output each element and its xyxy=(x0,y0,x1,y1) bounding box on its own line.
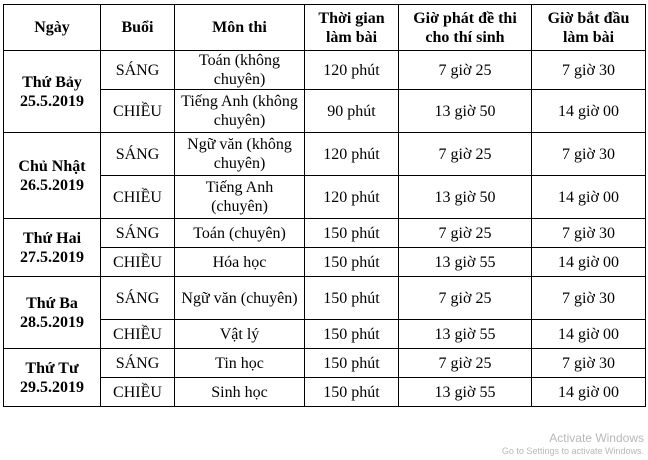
table-row xyxy=(4,176,646,219)
day-cell xyxy=(4,219,101,277)
subject-cell: Vật lý xyxy=(175,320,305,349)
table-row xyxy=(4,320,646,349)
subject-cell: Toán (không chuyên) xyxy=(175,51,305,90)
subject-cell: Ngữ văn (chuyên) xyxy=(175,277,305,320)
start-cell: 14 giờ 00 xyxy=(532,176,646,219)
day-cell xyxy=(4,277,101,349)
distribute-cell: 7 giờ 25 xyxy=(399,51,532,90)
subject-cell: Toán (chuyên) xyxy=(175,219,305,248)
session-cell: CHIỀU xyxy=(101,248,175,277)
subject-cell: Tiếng Anh (không chuyên) xyxy=(175,90,305,133)
start-cell: 7 giờ 30 xyxy=(532,277,646,320)
table-row xyxy=(4,248,646,277)
distribute-cell: 13 giờ 50 xyxy=(399,176,532,219)
day-name: Thứ Ba xyxy=(26,294,78,312)
start-cell: 7 giờ 30 xyxy=(532,133,646,176)
start-cell: 14 giờ 00 xyxy=(532,378,646,407)
day-date: 25.5.2019 xyxy=(20,92,84,110)
header-distribute-time: Giờ phát đề thi cho thí sinh xyxy=(399,5,532,51)
table-row xyxy=(4,133,646,176)
distribute-cell: 7 giờ 25 xyxy=(399,219,532,248)
session-cell: SÁNG xyxy=(101,133,175,176)
day-name: Thứ Bảy xyxy=(22,73,82,91)
exam-schedule-table xyxy=(3,4,646,407)
duration-cell: 120 phút xyxy=(305,176,399,219)
distribute-cell: 7 giờ 25 xyxy=(399,133,532,176)
subject-cell: Sinh học xyxy=(175,378,305,407)
day-date: 26.5.2019 xyxy=(20,176,84,194)
header-subject: Môn thi xyxy=(175,5,305,51)
start-cell: 7 giờ 30 xyxy=(532,349,646,378)
distribute-cell: 13 giờ 55 xyxy=(399,248,532,277)
distribute-cell: 7 giờ 25 xyxy=(399,349,532,378)
start-cell: 7 giờ 30 xyxy=(532,51,646,90)
start-cell: 14 giờ 00 xyxy=(532,248,646,277)
session-cell: SÁNG xyxy=(101,277,175,320)
distribute-cell: 13 giờ 55 xyxy=(399,378,532,407)
session-cell: CHIỀU xyxy=(101,176,175,219)
day-cell xyxy=(4,51,101,133)
session-cell: SÁNG xyxy=(101,51,175,90)
session-cell: SÁNG xyxy=(101,219,175,248)
duration-cell: 150 phút xyxy=(305,378,399,407)
distribute-cell: 7 giờ 25 xyxy=(399,277,532,320)
activate-windows-watermark xyxy=(502,432,644,458)
duration-cell: 120 phút xyxy=(305,51,399,90)
day-date: 27.5.2019 xyxy=(20,248,84,266)
table-row xyxy=(4,378,646,407)
day-date: 29.5.2019 xyxy=(20,378,84,396)
subject-cell: Tiếng Anh (chuyên) xyxy=(175,176,305,219)
table-row xyxy=(4,277,646,320)
day-date: 28.5.2019 xyxy=(20,313,84,331)
table-row xyxy=(4,219,646,248)
duration-cell: 150 phút xyxy=(305,349,399,378)
subject-cell: Tin học xyxy=(175,349,305,378)
subject-cell: Ngữ văn (không chuyên) xyxy=(175,133,305,176)
header-day: Ngày xyxy=(4,5,101,51)
session-cell: CHIỀU xyxy=(101,320,175,349)
day-name: Thứ Tư xyxy=(25,359,79,377)
duration-cell: 120 phút xyxy=(305,133,399,176)
distribute-cell: 13 giờ 50 xyxy=(399,90,532,133)
day-cell xyxy=(4,349,101,407)
header-session: Buổi xyxy=(101,5,175,51)
day-cell xyxy=(4,133,101,219)
header-row xyxy=(4,5,646,51)
duration-cell: 150 phút xyxy=(305,248,399,277)
session-cell: SÁNG xyxy=(101,349,175,378)
watermark-title: Activate Windows xyxy=(549,431,644,445)
start-cell: 7 giờ 30 xyxy=(532,219,646,248)
duration-cell: 150 phút xyxy=(305,219,399,248)
start-cell: 14 giờ 00 xyxy=(532,320,646,349)
subject-cell: Hóa học xyxy=(175,248,305,277)
session-cell: CHIỀU xyxy=(101,378,175,407)
duration-cell: 150 phút xyxy=(305,277,399,320)
distribute-cell: 13 giờ 55 xyxy=(399,320,532,349)
header-start-time: Giờ bắt đầu làm bài xyxy=(532,5,646,51)
watermark-subtitle: Go to Settings to activate Windows. xyxy=(501,446,644,456)
day-name: Thứ Hai xyxy=(22,229,82,247)
table-row xyxy=(4,51,646,90)
duration-cell: 150 phút xyxy=(305,320,399,349)
session-cell: CHIỀU xyxy=(101,90,175,133)
header-duration: Thời gian làm bài xyxy=(305,5,399,51)
table-row xyxy=(4,90,646,133)
start-cell: 14 giờ 00 xyxy=(532,90,646,133)
table-row xyxy=(4,349,646,378)
duration-cell: 90 phút xyxy=(305,90,399,133)
day-name: Chủ Nhật xyxy=(18,157,86,175)
